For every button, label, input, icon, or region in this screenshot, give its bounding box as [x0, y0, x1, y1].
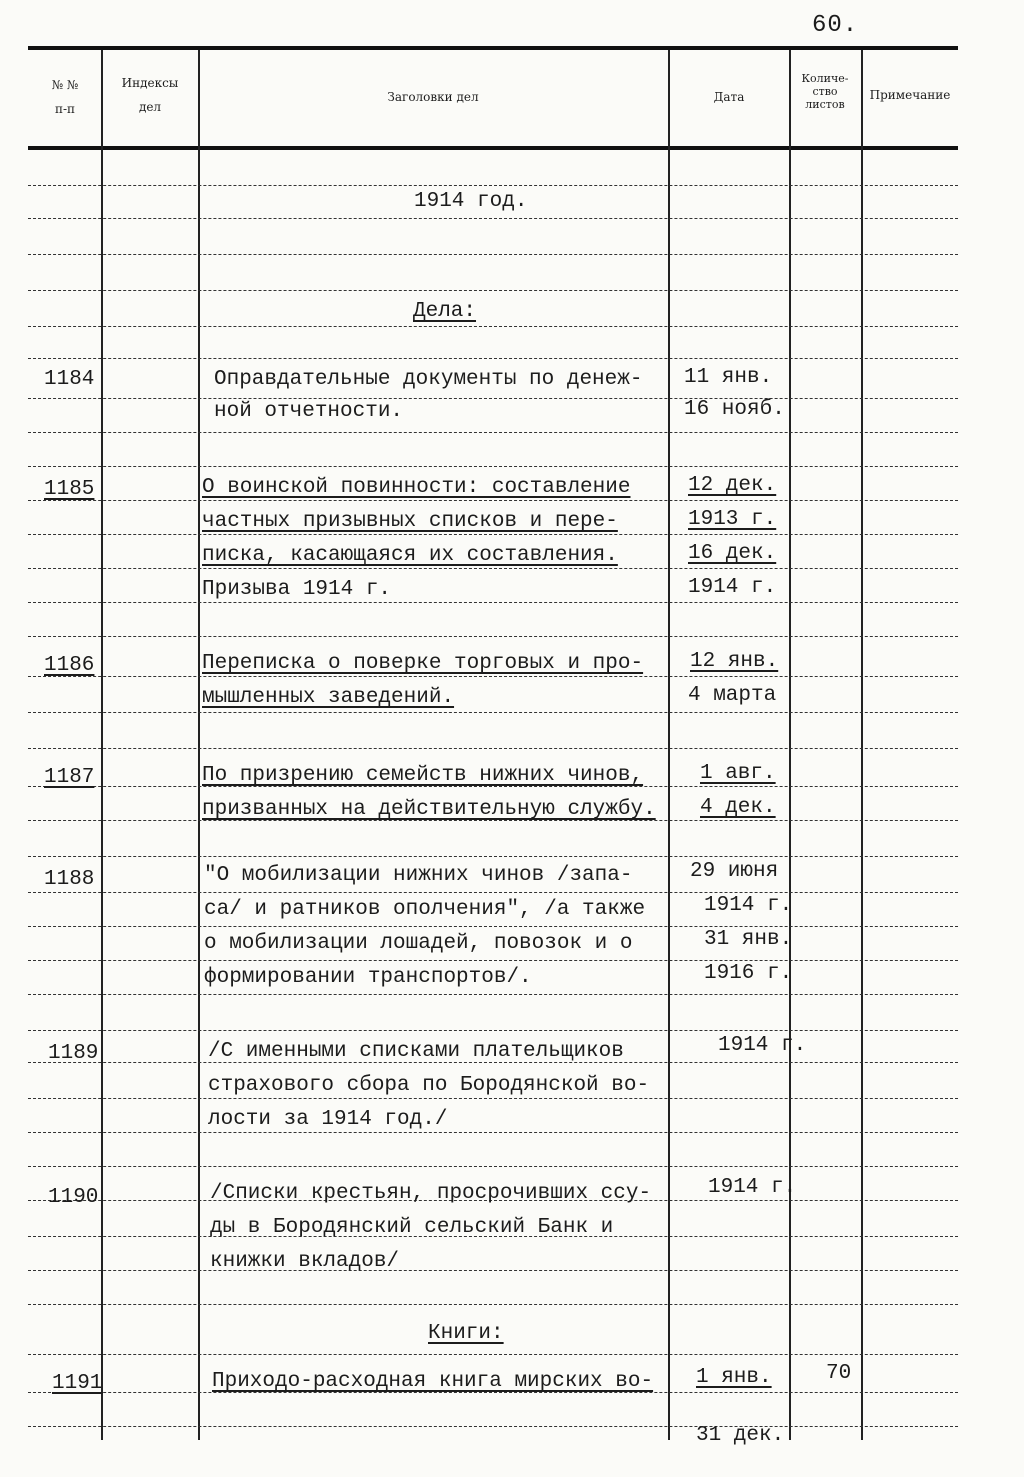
item-title-line: ды в Бородянский сельский Банк и: [210, 1216, 614, 1239]
item-date: 16 дек.: [688, 542, 777, 565]
header-title: Заголовки дел: [387, 90, 479, 104]
item-number: 1191: [52, 1372, 103, 1395]
item-number: 1189: [48, 1042, 99, 1065]
item-title-line: О воинской повинности: составление: [202, 476, 631, 499]
item-title-line: лости за 1914 год./: [208, 1108, 448, 1131]
item-title-line: /Списки крестьян, просрочивших ссу-: [210, 1182, 652, 1205]
item-date: 1 авг.: [700, 762, 776, 785]
item-date: 31 янв.: [704, 928, 793, 951]
item-date: 31 дек.: [696, 1424, 785, 1447]
item-title-line: са/ и ратников ополчения", /а также: [204, 898, 646, 921]
item-title-line: писка, касающаяся их составления.: [202, 544, 618, 567]
item-number: 1185: [44, 478, 95, 501]
header-number: № № п-п: [51, 78, 79, 116]
header-bottom-rule: [28, 146, 958, 150]
page-number: 60.: [812, 12, 859, 39]
item-title-line: мышленных заведений.: [202, 686, 455, 709]
column-divider: [668, 50, 670, 1440]
item-date: 4 дек.: [700, 796, 776, 819]
column-divider: [861, 50, 863, 1440]
item-date: 11 янв.: [684, 366, 773, 389]
column-divider: [198, 50, 200, 1440]
item-title-line: ной отчетности.: [214, 400, 404, 423]
item-title-line: о мобилизации лошадей, повозок и о: [204, 932, 633, 955]
item-title-line: формировании транспортов/.: [204, 966, 532, 989]
item-title-line: "О мобилизации нижних чинов /запа-: [204, 864, 633, 887]
item-sheet-count: 70: [826, 1362, 852, 1385]
item-title-line: призванных на действительную службу.: [202, 798, 656, 821]
section-heading-books: Книги:: [428, 1322, 504, 1345]
item-date: 16 нояб.: [684, 398, 785, 421]
item-title-line: частных призывных списков и пере-: [202, 510, 618, 533]
item-date: 1914 г.: [718, 1034, 807, 1057]
section-heading-cases: Дела:: [413, 300, 477, 323]
column-divider: [789, 50, 791, 1440]
item-date: 1914 г.: [704, 894, 793, 917]
item-date: 12 дек.: [688, 474, 777, 497]
item-title-line: По призрению семейств нижних чинов,: [202, 764, 644, 787]
item-number: 1188: [44, 868, 95, 891]
header-note: Примечание: [869, 88, 951, 102]
item-title-line: Переписка о поверке торговых и про-: [202, 652, 644, 675]
item-title-line: книжки вкладов/: [210, 1250, 400, 1273]
column-divider: [101, 50, 103, 1440]
item-date: 1916 г.: [704, 962, 793, 985]
item-number: 1186: [44, 654, 95, 677]
item-number: 1187: [44, 766, 95, 789]
header-date: Дата: [713, 90, 745, 104]
item-date: 29 июня: [690, 860, 779, 883]
item-title-line: Оправдательные документы по денеж-: [214, 368, 643, 391]
item-date: 12 янв.: [690, 650, 779, 673]
header-sheet-count: Количе- ство листов: [801, 72, 849, 111]
item-title-line: /С именными списками плательщиков: [208, 1040, 624, 1063]
item-date: 1914 г.: [708, 1176, 797, 1199]
item-title-line: Призыва 1914 г.: [202, 578, 392, 601]
item-date: 1914 г.: [688, 576, 777, 599]
item-date: 4 марта: [688, 684, 777, 707]
year-heading: 1914 год.: [414, 190, 528, 213]
item-date: 1 янв.: [696, 1366, 772, 1389]
item-number: 1190: [48, 1186, 99, 1209]
item-number: 1184: [44, 368, 95, 391]
item-date: 1913 г.: [688, 508, 777, 531]
item-title-line: Приходо-расходная книга мирских во-: [212, 1370, 654, 1393]
header-top-rule: [28, 46, 958, 50]
item-title-line: страхового сбора по Бородянской во-: [208, 1074, 650, 1097]
header-index: Индексы дел: [121, 76, 179, 114]
